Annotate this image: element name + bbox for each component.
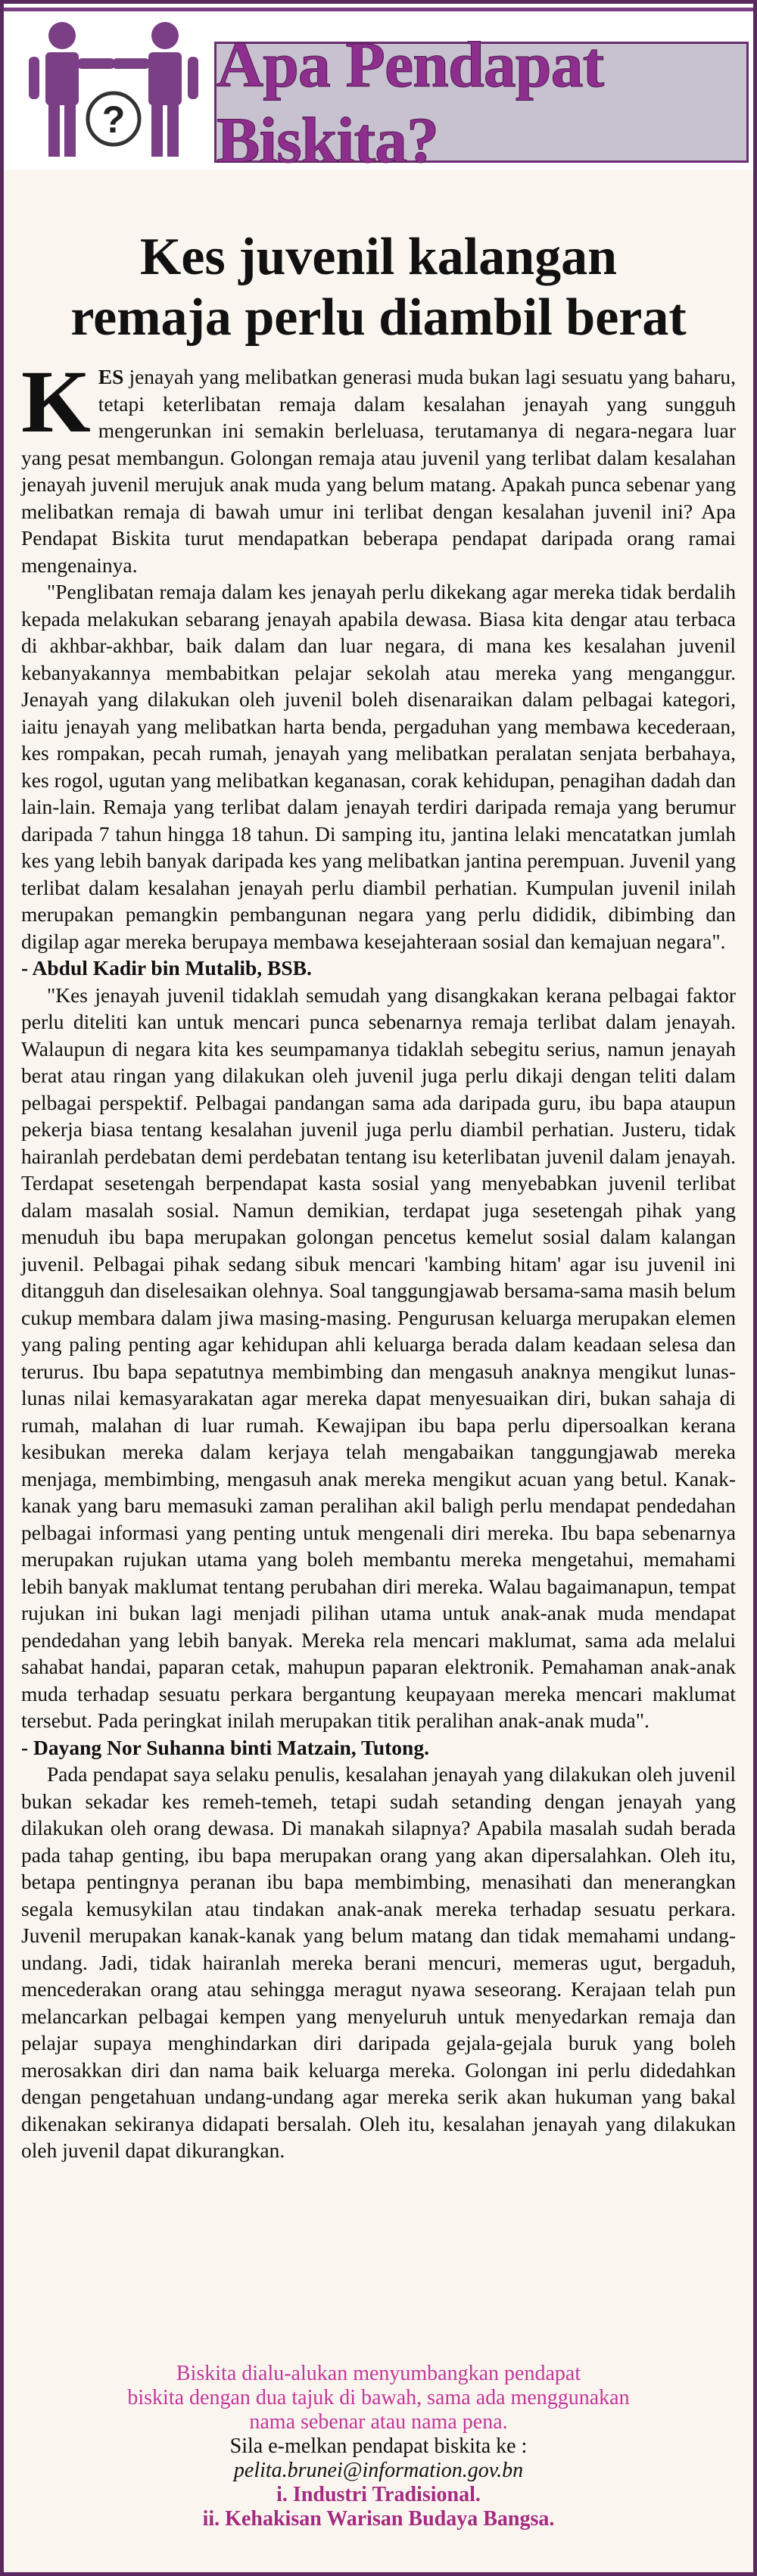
intro-text: jenayah yang melibatkan generasi muda bukan lagi sesuatu yang baharu, tetapi keterlibatan remaja dalam kesalahan jenayah yang sungguh mengerunkan ini semakin berleluasa, terutamanya di negara-negara luar yang pesat membangun. Golongan remaja atau juvenil yang terlibat dalam kesalahan jenayah juvenil merujuk anak muda yang belum matang. Apakah punca sebenar yang melibatkan remaja di bawah umur ini terlibat dengan kesalahan juvenil ini? Apa Pendapat Biskita turut mendapatkan beberapa pendapat daripada orang ramai mengenainya. [21,365,736,577]
headline [15,227,742,348]
email-label: Sila e-melkan pendapat biskita ke : [229,2434,528,2458]
opinion-paragraph-1: "Penglibatan remaja dalam kes jenayah perlu dikekang agar mereka tidak berdalih kepada melakukan sebarang jenayah apabila dewasa. Biasa kita dengar atau terbaca di akhbar-akhbar, baik dalam dan luar negara, di mana kes kesalahan juvenil kebanyakannya membabitkan pelajar sekolah atau mereka yang menganggur. Jenayah yang dilakukan oleh juvenil boleh disenaraikan dalam pelbagai kategori, iaitu jenayah yang melibatkan harta benda, pergaduhan yang membawa kecederaan, kes rompakan, pecah rumah, jenayah yang melibatkan peralatan senjata berbahaya, kes rogol, ugutan yang melibatkan keganasan, corak kehidupan, penagihan dadah dan lain-lain. Remaja yang terlibat dalam jenayah terdiri daripada remaja yang berumur daripada 7 tahun hingga 18 tahun. Di samping itu, jantina lelaki mencatatkan jumlah kes yang lebih banyak daripada kes yang melibatkan jantina perempuan. Juvenil yang terlibat dalam kesalahan jenayah perlu diambil perhatian. Kumpulan juvenil inilah merupakan pemangkin pembangunan negara yang perlu dididik, dibimbing dan digilap agar mereka berupaya membawa kesejahteraan sosial dan kemajuan negara". [21,580,736,953]
invite-line-3: nama sebenar atau nama pena. [249,2410,508,2434]
email-link[interactable]: pelita.brunei@information.gov.bn [233,2459,524,2482]
logo-question-mark: ? [101,98,126,141]
conclusion-paragraph: Pada pendapat saya selaku penulis, kesalahan jenayah yang dilakukan oleh juvenil bukan sekadar kes remeh-temeh, tetapi sudah setanding dengan jenayah yang dilakukan oleh orang dewasa. Di manakah silapnya? Apabila masalah sudah berada pada tahap genting, ibu bapa merupakan orang yang akan dipersalahkan. Oleh itu, betapa pentingnya peranan ibu bapa membimbing, menasihati dan menerangkan segala kemusykilan atau tindakan anak-anak mereka terhadap sesuatu perkara. Juvenil merupakan kanak-kanak yang belum matang dan tidak memahami undang-undang. Jadi, tidak hairanlah mereka berani mencuri, memeras ugut, bergaduh, mencederakan orang atau sehingga meragut nyawa seseorang. Kerajaan telah pun melancarkan pelbagai kempen yang menyeluruh untuk menyedarkan remaja dan pelajar supaya menghindarkan diri daripada gejala-gejala buruk yang boleh merosakkan diri dan nama baik keluarga mereka. Golongan ini perlu didedahkan dengan pengetahuan undang-undang agar mereka serik akan hukuman yang bakal dikenakan sekiranya didapati bersalah. Oleh itu, kesalahan jenayah yang dilakukan oleh juvenil dapat dikurangkan. [21,1762,736,2162]
opinion-paragraph-2: "Kes jenayah juvenil tidaklah semudah yang disangkakan kerana pelbagai faktor perlu diteliti kan untuk mencari punca sebenarnya remaja terlibat dalam jenayah. Walaupun di negara kita kes seumpamanya tidaklah sebegitu serius, namun jenayah berat atau ringan yang dilakukan oleh juvenil juga perlu dikaji dengan teliti dalam pelbagai perspektif. Pelbagai pandangan sama ada daripada guru, ibu bapa ataupun pekerja biasa tentang kesalahan juvenil juga perlu diambil perhatian. Justeru, tidak hairanlah perdebatan demi perdebatan tentang isu keterlibatan juvenil dalam jenayah. Terdapat sesetengah berpendapat kasta sosial yang menyebabkan juvenil terlibat dalam masalah sosial. Namun demikian, terdapat juga sesetengah pihak yang menuduh ibu bapa merupakan golongan pencetus kemelut sosial dalam kalangan juvenil. Pelbagai pihak sedang sibuk mencari 'kambing hitam' agar isu juvenil ini ditangguh dan diselesaikan olehnya. Soal tanggungjawab bersama-sama masih belum cukup membara dalam jiwa masing-masing. Pengurusan keluarga merupakan elemen yang paling penting agar kehidupan ahli keluarga berada dalam keadaan selesa dan terurus. Ibu bapa sepatutnya membimbing dan mengasuh anaknya mengikut lunas-lunas nilai kemasyarakatan agar mereka dapat menyesuaikan diri, bukan sahaja di rumah, malahan di luar rumah. Kewajipan ibu bapa perlu dipersoalkan kerana kesibukan mereka dalam kerjaya telah mengabaikan tanggungjawab mereka menjaga, membimbing, mengasuh anak mereka mengikut acuan yang betul. Kanak-kanak yang baru memasuki zaman peralihan akil baligh perlu mendapat pendedahan pelbagai informasi yang penting untuk mengenali diri mereka. Ibu bapa sebenarnya merupakan rujukan utama yang boleh membantu mereka mengetahui, memahami lebih banyak maklumat tentang perubahan diri mereka. Walau bagaimanapun, tempat rujukan ini bukan lagi menjadi pilihan utama untuk anak-anak muda mendapat pendedahan yang lebih banyak. Mereka rela mencari maklumat, sama ada melalui sahabat handai, paparan cetak, mahupun paparan elektronik. Pemahaman anak-anak muda terhadap sesuatu perkara bergantung keupayaan mereka mencari maklumat tersebut. Pada peringkat inilah merupakan titik peralihan anak-anak muda". [21,983,736,1732]
topic-1: i. Industri Tradisional. [276,2483,481,2506]
topic-2: ii. Kehakisan Warisan Budaya Bangsa. [202,2507,555,2531]
intro-paragraph [21,352,736,578]
banner [4,4,753,176]
invite-line-2: biskita dengan dua tajuk di bawah, sama ada menggunakan [127,2386,630,2409]
invite-line-1: Biskita dialu-alukan menyumbangkan pendapat [176,2362,581,2385]
headline-line-1: Kes juvenil kalangan [139,228,618,286]
article-body [21,352,736,2164]
banner-top-rule [4,8,753,11]
banner-title: Apa Pendapat Biskita? [214,42,749,163]
headline-line-2: remaja perlu diambil berat [70,288,687,347]
byline-2: - Dayang Nor Suhanna binti Matzain, Tutong. [21,1735,429,1759]
drop-cap: K [21,352,91,451]
byline-1: - Abdul Kadir bin Mutalib, BSB. [21,956,312,980]
two-people-question-icon [15,13,212,164]
intro-lead: ES [98,365,124,388]
footer [15,2362,742,2531]
